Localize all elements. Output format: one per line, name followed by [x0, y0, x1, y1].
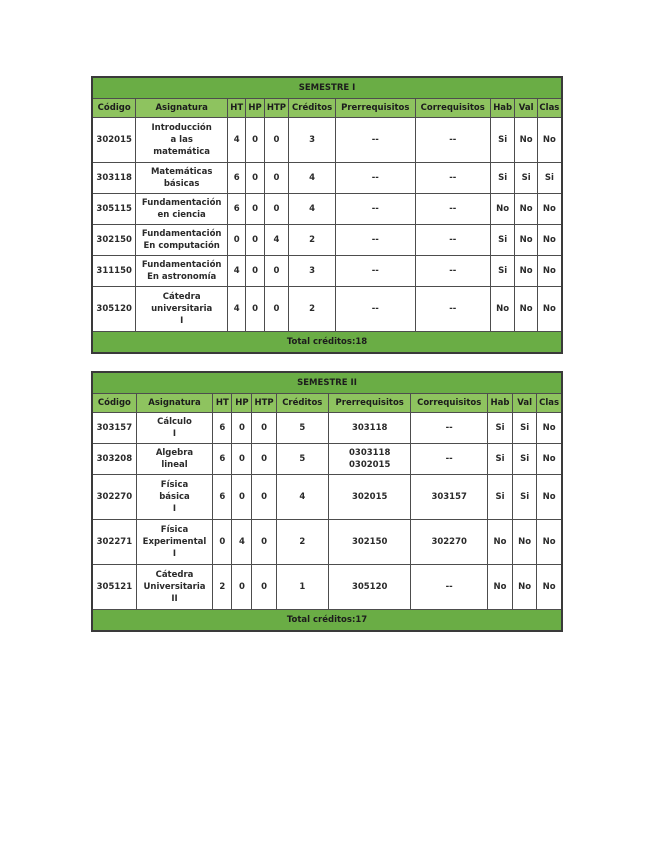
col-header-val: Val: [515, 99, 537, 118]
cell-prerrequisitos: --: [336, 256, 415, 287]
cell-correquisitos: 302270: [411, 520, 487, 565]
cell-hab: Si: [490, 256, 514, 287]
col-header-clas: Clas: [537, 394, 562, 413]
cell-hp: 0: [246, 225, 264, 256]
cell-asignatura: Introducción a las matemática: [136, 118, 228, 163]
cell-prerrequisitos: 302150: [328, 520, 411, 565]
col-header-ht: HT: [213, 394, 232, 413]
cell-codigo: 302015: [92, 118, 136, 163]
cell-asignatura: Algebra lineal: [136, 444, 212, 475]
cell-prerrequisitos: --: [336, 163, 415, 194]
cell-val: No: [515, 256, 537, 287]
cell-hp: 0: [246, 256, 264, 287]
cell-hp: 0: [246, 287, 264, 332]
col-header-creditos: Créditos: [276, 394, 328, 413]
cell-codigo: 305121: [92, 565, 136, 610]
col-header-clas: Clas: [537, 99, 562, 118]
cell-ht: 6: [213, 413, 232, 444]
cell-clas: No: [537, 287, 562, 332]
cell-clas: No: [537, 256, 562, 287]
cell-codigo: 311150: [92, 256, 136, 287]
total-credits: Total créditos:17: [92, 610, 562, 632]
cell-htp: 0: [264, 287, 288, 332]
cell-ht: 0: [213, 520, 232, 565]
cell-clas: No: [537, 225, 562, 256]
cell-hp: 0: [246, 194, 264, 225]
cell-val: Si: [515, 163, 537, 194]
cell-correquisitos: --: [415, 118, 490, 163]
table-row: [92, 256, 562, 287]
cell-prerrequisitos: 0303118 0302015: [328, 444, 411, 475]
cell-codigo: 303118: [92, 163, 136, 194]
col-header-correquisitos: Correquisitos: [415, 99, 490, 118]
table-row: [92, 475, 562, 520]
cell-hp: 0: [246, 118, 264, 163]
cell-val: No: [515, 194, 537, 225]
cell-codigo: 302271: [92, 520, 136, 565]
table-row: [92, 565, 562, 610]
cell-correquisitos: --: [415, 287, 490, 332]
cell-htp: 0: [264, 118, 288, 163]
cell-asignatura: Fundamentación En computación: [136, 225, 228, 256]
cell-creditos: 1: [276, 565, 328, 610]
col-header-asignatura: Asignatura: [136, 99, 228, 118]
cell-ht: 6: [228, 194, 246, 225]
cell-hp: 4: [232, 520, 252, 565]
cell-clas: No: [537, 194, 562, 225]
semester-title: SEMESTRE II: [92, 372, 562, 394]
cell-val: No: [515, 118, 537, 163]
col-header-prerrequisitos: Prerrequisitos: [336, 99, 415, 118]
table-row: [92, 413, 562, 444]
semester-1-table: [91, 76, 563, 354]
cell-hab: Si: [487, 475, 512, 520]
cell-htp: 0: [252, 520, 276, 565]
cell-correquisitos: 303157: [411, 475, 487, 520]
cell-ht: 0: [228, 225, 246, 256]
col-header-htp: HTP: [264, 99, 288, 118]
cell-val: Si: [513, 444, 537, 475]
table-row: [92, 194, 562, 225]
semester-2-table: [91, 371, 563, 632]
cell-creditos: 4: [276, 475, 328, 520]
table-row: [92, 444, 562, 475]
col-header-codigo: Código: [92, 394, 136, 413]
cell-hab: No: [490, 287, 514, 332]
cell-ht: 4: [228, 256, 246, 287]
cell-clas: No: [537, 444, 562, 475]
cell-clas: No: [537, 413, 562, 444]
col-header-htp: HTP: [252, 394, 276, 413]
cell-clas: No: [537, 520, 562, 565]
cell-creditos: 5: [276, 413, 328, 444]
cell-asignatura: Cátedra universitaria I: [136, 287, 228, 332]
cell-correquisitos: --: [411, 565, 487, 610]
cell-val: No: [513, 565, 537, 610]
cell-hab: Si: [490, 163, 514, 194]
cell-htp: 0: [252, 413, 276, 444]
cell-asignatura: Cálculo I: [136, 413, 212, 444]
cell-codigo: 302150: [92, 225, 136, 256]
col-header-val: Val: [513, 394, 537, 413]
cell-creditos: 3: [289, 118, 336, 163]
cell-hab: Si: [490, 118, 514, 163]
table-row: [92, 225, 562, 256]
cell-asignatura: Fundamentación En astronomía: [136, 256, 228, 287]
cell-htp: 0: [264, 163, 288, 194]
cell-hp: 0: [232, 565, 252, 610]
cell-prerrequisitos: --: [336, 287, 415, 332]
cell-asignatura: Fundamentación en ciencia: [136, 194, 228, 225]
cell-val: Si: [513, 413, 537, 444]
col-header-asignatura: Asignatura: [136, 394, 212, 413]
cell-clas: Si: [537, 163, 562, 194]
cell-htp: 0: [252, 565, 276, 610]
cell-ht: 2: [213, 565, 232, 610]
cell-prerrequisitos: 305120: [328, 565, 411, 610]
cell-correquisitos: --: [411, 413, 487, 444]
cell-prerrequisitos: --: [336, 118, 415, 163]
cell-creditos: 2: [289, 225, 336, 256]
cell-hab: Si: [490, 225, 514, 256]
col-header-hab: Hab: [490, 99, 514, 118]
cell-htp: 4: [264, 225, 288, 256]
total-credits: Total créditos:18: [92, 332, 562, 354]
col-header-prerrequisitos: Prerrequisitos: [328, 394, 411, 413]
cell-hp: 0: [232, 444, 252, 475]
cell-creditos: 2: [276, 520, 328, 565]
cell-creditos: 4: [289, 163, 336, 194]
table-row: [92, 520, 562, 565]
cell-correquisitos: --: [415, 194, 490, 225]
col-header-hp: HP: [246, 99, 264, 118]
cell-correquisitos: --: [415, 163, 490, 194]
cell-htp: 0: [264, 256, 288, 287]
cell-hab: No: [487, 565, 512, 610]
cell-correquisitos: --: [415, 256, 490, 287]
cell-hab: No: [487, 520, 512, 565]
cell-ht: 6: [228, 163, 246, 194]
cell-ht: 4: [228, 287, 246, 332]
semester-title: SEMESTRE I: [92, 77, 562, 99]
cell-val: No: [513, 520, 537, 565]
cell-correquisitos: --: [415, 225, 490, 256]
cell-creditos: 4: [289, 194, 336, 225]
cell-clas: No: [537, 565, 562, 610]
cell-creditos: 5: [276, 444, 328, 475]
table-row: [92, 163, 562, 194]
cell-hab: Si: [487, 413, 512, 444]
cell-prerrequisitos: --: [336, 225, 415, 256]
cell-ht: 4: [228, 118, 246, 163]
cell-asignatura: Cátedra Universitaria II: [136, 565, 212, 610]
cell-val: No: [515, 287, 537, 332]
cell-hp: 0: [246, 163, 264, 194]
col-header-ht: HT: [228, 99, 246, 118]
col-header-codigo: Código: [92, 99, 136, 118]
cell-creditos: 2: [289, 287, 336, 332]
col-header-creditos: Créditos: [289, 99, 336, 118]
cell-prerrequisitos: 302015: [328, 475, 411, 520]
table-row: [92, 118, 562, 163]
cell-htp: 0: [252, 444, 276, 475]
col-header-hp: HP: [232, 394, 252, 413]
cell-hab: No: [490, 194, 514, 225]
cell-val: No: [515, 225, 537, 256]
cell-codigo: 305120: [92, 287, 136, 332]
cell-asignatura: Matemáticas básicas: [136, 163, 228, 194]
cell-hab: Si: [487, 444, 512, 475]
cell-prerrequisitos: --: [336, 194, 415, 225]
col-header-hab: Hab: [487, 394, 512, 413]
cell-creditos: 3: [289, 256, 336, 287]
cell-codigo: 303208: [92, 444, 136, 475]
cell-asignatura: Física básica I: [136, 475, 212, 520]
cell-htp: 0: [264, 194, 288, 225]
cell-codigo: 303157: [92, 413, 136, 444]
cell-correquisitos: --: [411, 444, 487, 475]
cell-ht: 6: [213, 475, 232, 520]
cell-clas: No: [537, 475, 562, 520]
cell-clas: No: [537, 118, 562, 163]
cell-codigo: 302270: [92, 475, 136, 520]
cell-hp: 0: [232, 475, 252, 520]
cell-asignatura: Física Experimental I: [136, 520, 212, 565]
col-header-correquisitos: Correquisitos: [411, 394, 487, 413]
cell-codigo: 305115: [92, 194, 136, 225]
table-row: [92, 287, 562, 332]
cell-htp: 0: [252, 475, 276, 520]
cell-hp: 0: [232, 413, 252, 444]
cell-val: Si: [513, 475, 537, 520]
cell-ht: 6: [213, 444, 232, 475]
cell-prerrequisitos: 303118: [328, 413, 411, 444]
